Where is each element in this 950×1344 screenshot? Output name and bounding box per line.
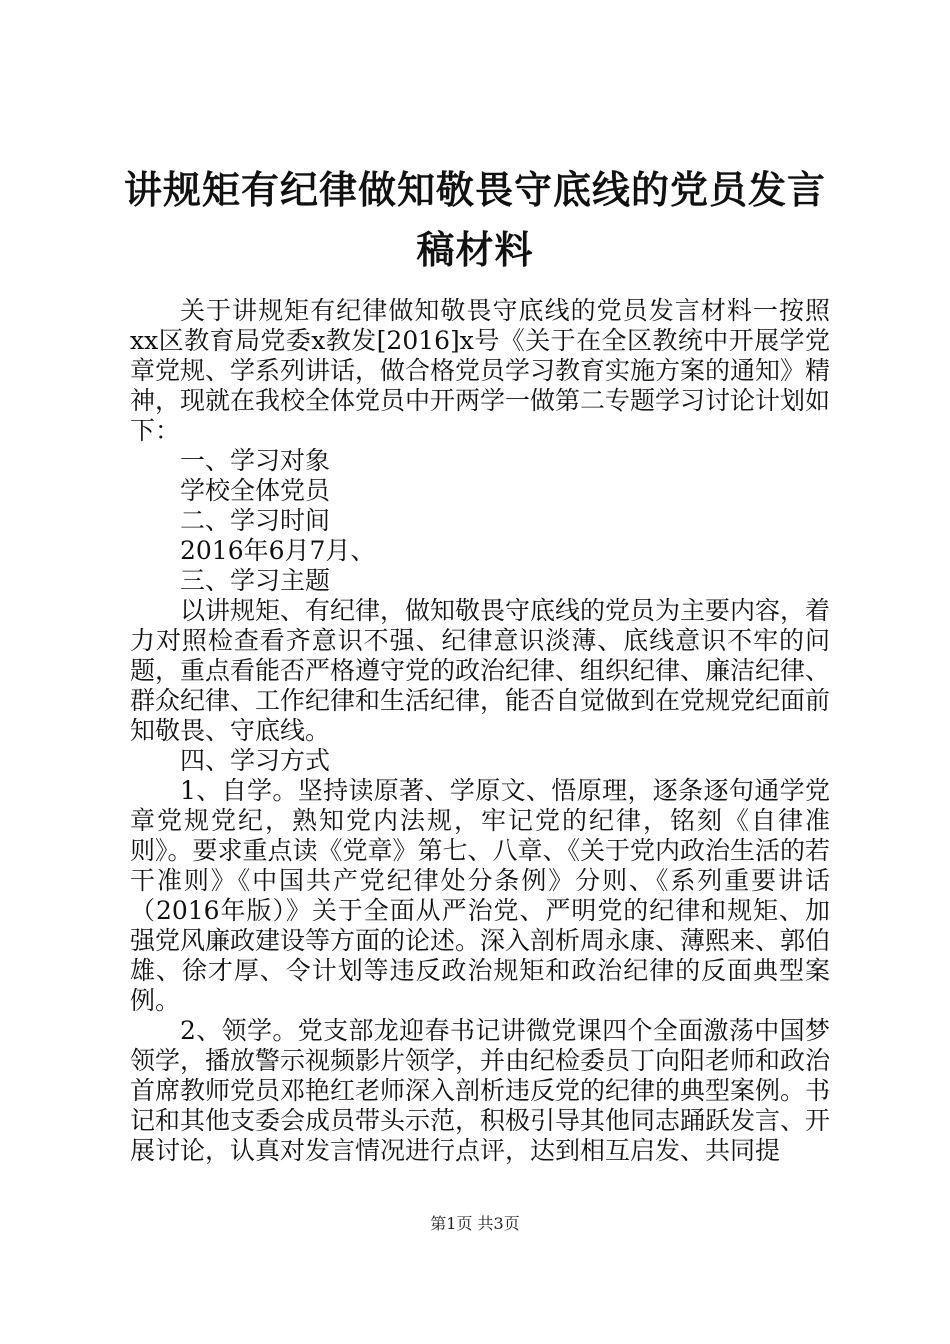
paragraph-study-theme: 以讲规矩、有纪律，做知敬畏守底线的党员为主要内容，着力对照检查看齐意识不强、纪律意识淡薄、底线意识不牢的问题，重点看能否严格遵守党的政治纪律、组织纪律、廉洁纪律、群众纪律、工作纪律和生活纪律，能否自觉做到在党规党纪面前知敬畏、守底线。 <box>130 596 831 745</box>
heading-study-target: 一、学习对象 <box>180 446 331 475</box>
heading-study-method: 四、学习方式 <box>180 746 331 775</box>
paragraph-study-target: 学校全体党员 <box>180 476 331 505</box>
heading-study-time: 二、学习时间 <box>180 506 331 535</box>
paragraph-intro: 关于讲规矩有纪律做知敬畏守底线的党员发言材料一按照xx区教育局党委x教发[2016]x号《关于在全区教统中开展学党章党规、学系列讲话，做合格党员学习教育实施方案的通知》精神，现就在我校全体党员中开两学一做第二专题学习讨论计划如下： <box>130 296 831 445</box>
document-body <box>130 296 830 1166</box>
page-number-footer: 第1页 共3页 <box>430 1214 520 1233</box>
paragraph-guided-study: 2、领学。党支部龙迎春书记讲微党课四个全面激荡中国梦领学，播放警示视频影片领学，并由纪检委员丁向阳老师和政治首席教师党员邓艳红老师深入剖析违反党的纪律的典型案例。书记和其他支委会成员带头示范，积极引导其他同志踊跃发言、开展讨论，认真对发言情况进行点评，达到相互启发、共同提 <box>130 1016 831 1165</box>
paragraph-self-study: 1、自学。坚持读原著、学原文、悟原理，逐条逐句通学党章党规党纪，熟知党内法规，牢记党的纪律，铭刻《自律准则》。要求重点读《党章》第七、八章、《关于党内政治生活的若干准则》《中国共产党纪律处分条例》分则、《系列重要讲话（2016年版）》关于全面从严治党、严明党的纪律和规矩、加强党风廉政建设等方面的论述。深入剖析周永康、薄熙来、郭伯雄、徐才厚、令计划等违反政治规矩和政治纪律的反面典型案例。 <box>130 776 831 1015</box>
paragraph-study-time: 2016年6月7月、 <box>180 536 376 565</box>
document-title: 讲规矩有纪律做知敬畏守底线的党员发言稿材料 <box>123 167 826 272</box>
heading-study-theme: 三、学习主题 <box>180 566 331 595</box>
